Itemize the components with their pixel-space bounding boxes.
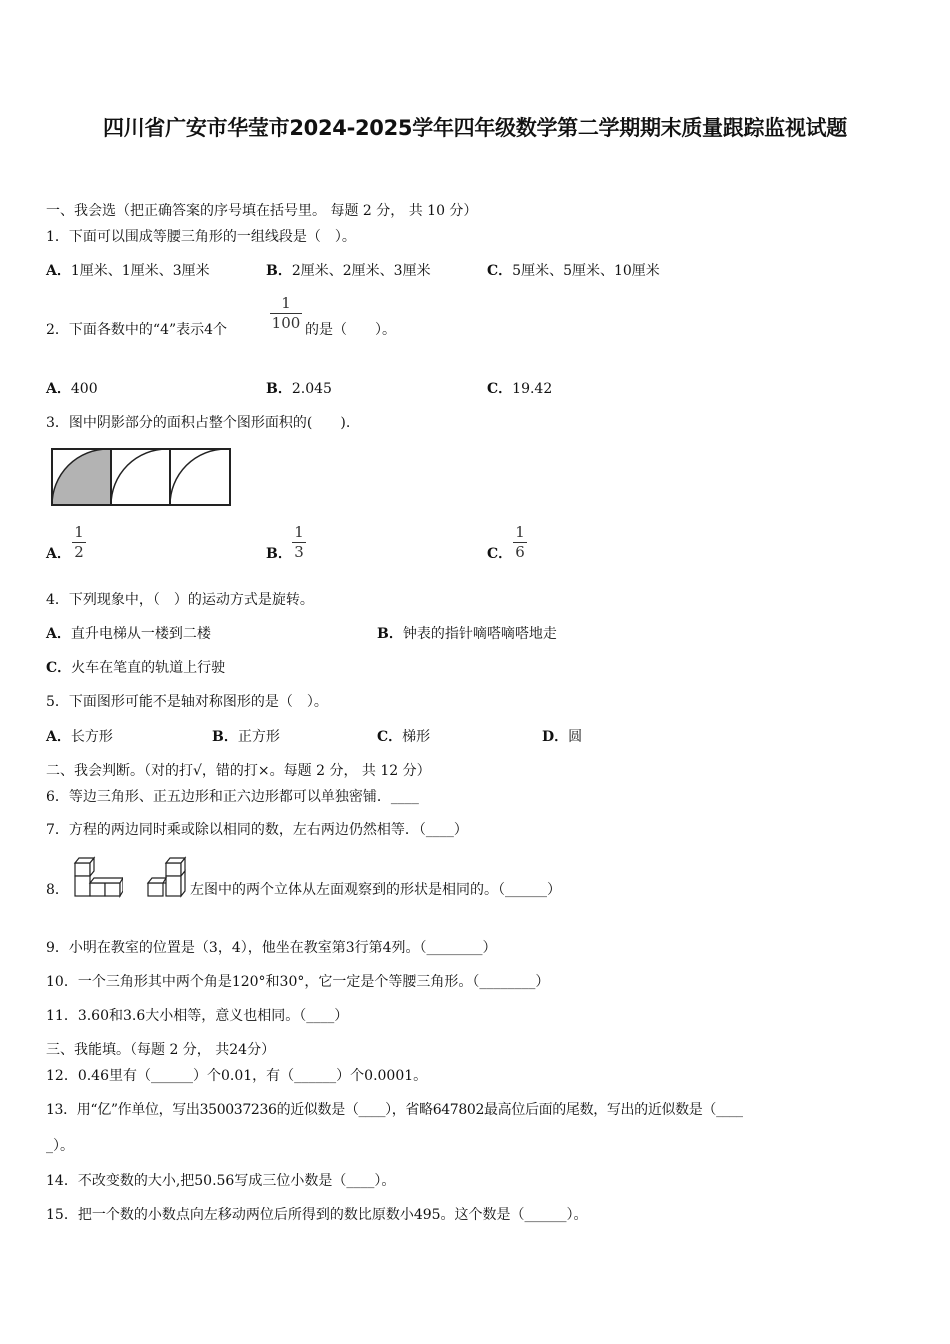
page-title: 四川省广安市华莹市2024-2025学年四年级数学第二学期期末质量跟踪监视试题	[103, 116, 847, 140]
q4-option-b: B．钟表的指针嘀嗒嘀嗒地走	[377, 626, 557, 642]
q3-option-b-label: B．	[266, 546, 292, 562]
q7-stem: 7．方程的两边同时乘或除以相同的数，左右两边仍然相等．（____）	[46, 822, 468, 838]
q8-cube-figure-left	[73, 855, 123, 899]
q12-stem: 12．0.46里有（______）个0.01，有（______）个0.0001。	[46, 1068, 428, 1084]
q8-stem: 左图中的两个立体从左面观察到的形状是相同的。（______）	[190, 882, 561, 898]
q13-line2: _）。	[46, 1138, 74, 1154]
q2-option-b: B．2.045	[266, 381, 332, 397]
section1-header: 一、我会选（把正确答案的序号填在括号里。 每题 2 分， 共 10 分）	[46, 203, 478, 219]
q3-figure	[50, 447, 234, 507]
q1-option-b: B．2厘米、2厘米、3厘米	[266, 263, 431, 279]
q3-option-a-fraction: 1 2	[72, 524, 86, 561]
section3-header: 三、我能填。（每题 2 分， 共24分）	[46, 1042, 276, 1058]
q11-stem: 11．3.60和3.6大小相等，意义也相同。（____）	[46, 1008, 349, 1024]
q4-stem: 4．下列现象中，（ ）的运动方式是旋转。	[46, 592, 314, 608]
q3-option-c-label: C．	[487, 546, 513, 562]
q14-stem: 14．不改变数的大小,把50.56写成三位小数是（____）。	[46, 1173, 396, 1189]
q2-option-c: C．19.42	[487, 381, 553, 397]
q5-option-a: A．长方形	[46, 729, 113, 745]
q8-number: 8．	[46, 882, 69, 898]
q1-option-c: C．5厘米、5厘米、10厘米	[487, 263, 660, 279]
q5-option-b: B．正方形	[212, 729, 280, 745]
q5-option-d: D．圆	[542, 729, 583, 745]
q15-stem: 15．把一个数的小数点向左移动两位后所得到的数比原数小495。这个数是（______）。	[46, 1207, 588, 1223]
q2-stem-post: 的是（ ）。	[305, 322, 396, 338]
q3-option-a-label: A．	[46, 546, 71, 562]
q1-stem: 1．下面可以围成等腰三角形的一组线段是（ ）。	[46, 229, 356, 245]
q6-stem: 6．等边三角形、正五边形和正六边形都可以单独密铺．____	[46, 789, 419, 805]
q5-stem: 5．下面图形可能不是轴对称图形的是（ ）。	[46, 694, 328, 710]
section2-header: 二、我会判断。（对的打√，错的打×。每题 2 分， 共 12 分）	[46, 763, 431, 779]
q2-option-a: A．400	[46, 381, 98, 397]
q3-stem: 3．图中阴影部分的面积占整个图形面积的( ).	[46, 415, 351, 431]
q8-cube-figure-right	[146, 855, 190, 899]
q1-option-a: A．1厘米、1厘米、3厘米	[46, 263, 210, 279]
q5-option-c: C．梯形	[377, 729, 431, 745]
q9-stem: 9．小明在教室的位置是（3，4），他坐在教室第3行第4列。（________）	[46, 940, 497, 956]
q4-option-c: C．火车在笔直的轨道上行驶	[46, 660, 226, 676]
q4-option-a: A．直升电梯从一楼到二楼	[46, 626, 211, 642]
q13-line1: 13．用“亿”作单位，写出350037236的近似数是（____），省略647802最高位后面的尾数，写出的近似数是（____	[46, 1102, 743, 1118]
q10-stem: 10．一个三角形其中两个角是120°和30°，它一定是个等腰三角形。（________）	[46, 974, 550, 990]
q2-stem-pre: 2．下面各数中的“4”表示4个	[46, 322, 228, 338]
q2-fraction: 1 100	[271, 294, 301, 332]
q3-option-b-fraction: 1 3	[292, 524, 306, 561]
q3-option-c-fraction: 1 6	[513, 524, 527, 561]
